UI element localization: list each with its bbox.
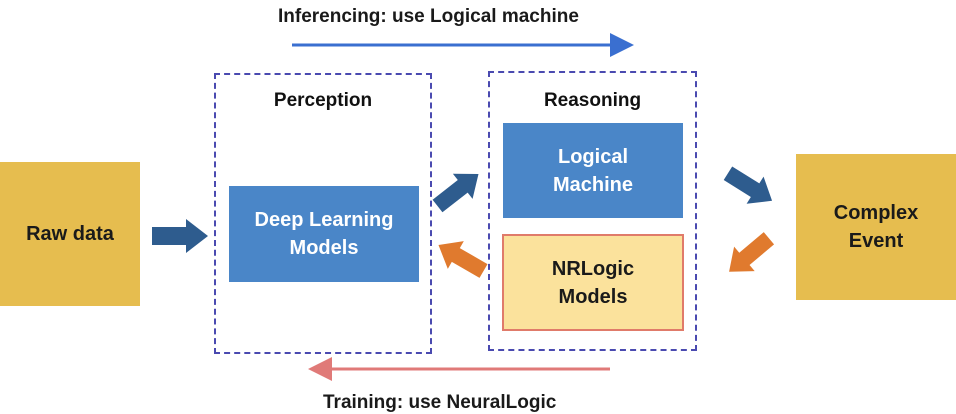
deep-learning-models-label: Deep Learning Models — [254, 209, 394, 259]
nrlogic-to-perception-arrow — [430, 231, 491, 285]
training-label: Training: use NeuralLogic — [323, 392, 557, 413]
perception-title: Perception — [273, 90, 373, 111]
raw-data-label: Raw data — [26, 223, 114, 245]
logical-to-complex-arrow — [719, 160, 780, 215]
perception-to-logical-arrow — [428, 161, 489, 218]
complex-event-label: Complex Event — [833, 202, 919, 252]
complex-to-nrlogic-arrow — [719, 226, 779, 284]
inferencing-label: Inferencing: use Logical machine — [278, 6, 579, 27]
raw-to-perception-arrow — [152, 219, 208, 253]
nrlogic-models-label: NRLogic Models — [551, 257, 635, 308]
reasoning-title: Reasoning — [543, 90, 642, 111]
logical-machine-label: Logical Machine — [552, 145, 634, 196]
